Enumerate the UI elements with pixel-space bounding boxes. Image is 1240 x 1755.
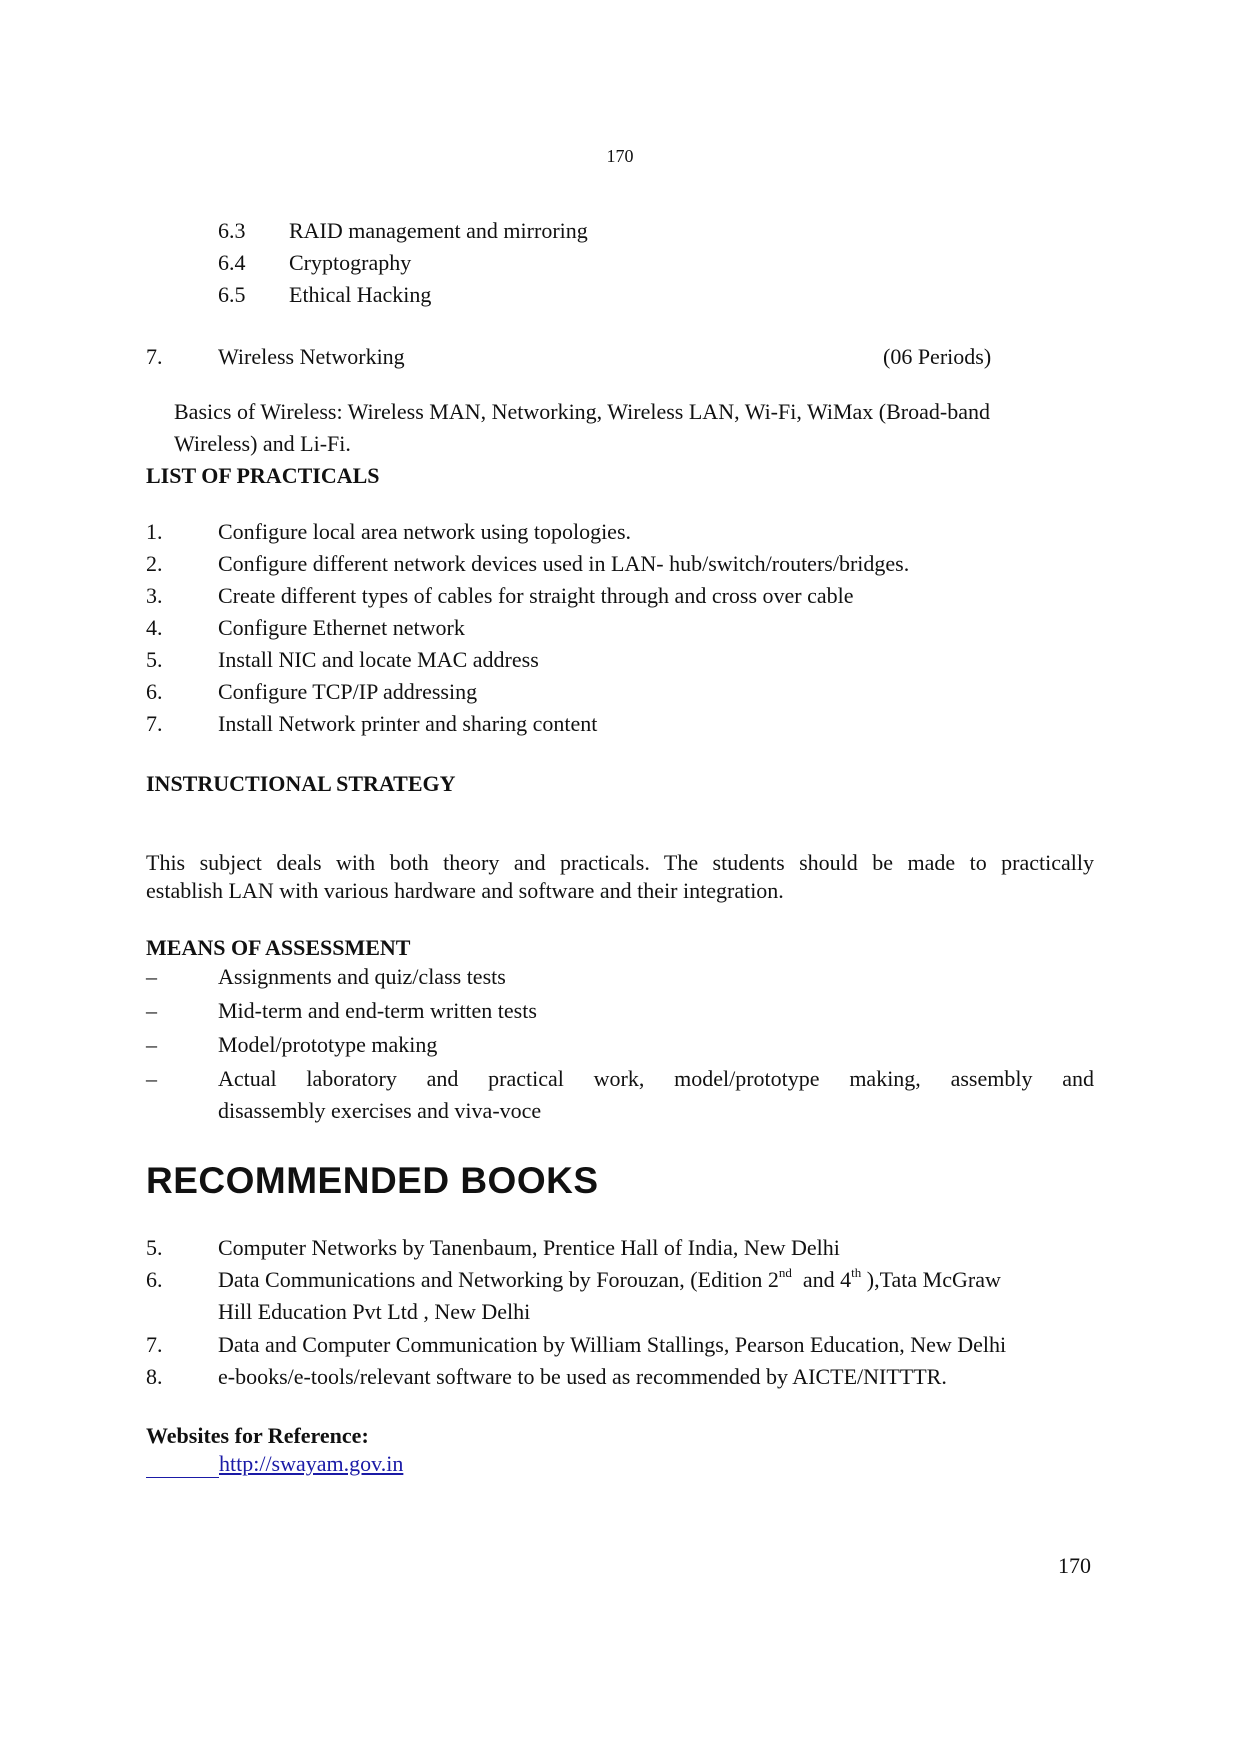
dash-bullet: – (146, 998, 157, 1023)
list-item: Configure Ethernet network (218, 615, 465, 640)
list-item: Data and Computer Communication by William Stallings, Pearson Education, New Delhi (218, 1332, 1007, 1357)
list-item-number: 3. (146, 583, 163, 608)
unit-periods: (06 Periods) (883, 344, 992, 369)
strategy-paragraph-line: establish LAN with various hardware and software and their integration. (146, 878, 784, 903)
list-item: Mid-term and end-term written tests (218, 998, 537, 1023)
superscript: th (851, 1264, 862, 1280)
website-line (146, 1450, 403, 1478)
unit-number: 7. (146, 344, 163, 369)
list-item-number: 7. (146, 1332, 163, 1357)
list-item: Assignments and quiz/class tests (218, 964, 506, 989)
list-item-number: 2. (146, 551, 163, 576)
list-item-number: 8. (146, 1364, 163, 1389)
unit-title: Wireless Networking (218, 344, 405, 369)
list-item-number: 6. (146, 679, 163, 704)
subsection-number: 6.4 (218, 250, 246, 275)
list-item: Install NIC and locate MAC address (218, 647, 539, 672)
list-item: Install Network printer and sharing content (218, 711, 598, 736)
list-item: Configure different network devices used in LAN- hub/switch/routers/bridges. (218, 551, 910, 576)
subsection-number: 6.3 (218, 218, 246, 243)
subsection-text: RAID management and mirroring (289, 218, 588, 243)
strategy-paragraph-line: This subject deals with both theory and practicals. The students should be made to practically (146, 850, 1094, 875)
subsection-text: Cryptography (289, 250, 412, 275)
list-item-number: 5. (146, 647, 163, 672)
book-text-part: and 4 (791, 1267, 852, 1292)
list-item-number: 7. (146, 711, 163, 736)
subsection-number: 6.5 (218, 282, 246, 307)
books-heading: RECOMMENDED BOOKS (146, 1160, 599, 1201)
dash-bullet: – (146, 964, 157, 989)
list-item-number: 5. (146, 1235, 163, 1260)
list-item: Computer Networks by Tanenbaum, Prentice Hall of India, New Delhi (218, 1235, 840, 1260)
list-item-continuation: Hill Education Pvt Ltd , New Delhi (218, 1299, 531, 1324)
link-underline-lead (146, 1455, 219, 1478)
page-number-top: 170 (606, 146, 634, 166)
dash-bullet: – (146, 1032, 157, 1057)
dash-bullet: – (146, 1066, 157, 1091)
assessment-heading: MEANS OF ASSESSMENT (146, 935, 411, 960)
list-item (218, 1266, 1094, 1294)
strategy-heading: INSTRUCTIONAL STRATEGY (146, 771, 456, 796)
list-item: Actual laboratory and practical work, model/prototype making, assembly and (218, 1066, 1094, 1091)
list-item-number: 4. (146, 615, 163, 640)
book-text-part: ),Tata McGraw (861, 1267, 1001, 1292)
unit-body-line: Basics of Wireless: Wireless MAN, Networking, Wireless LAN, Wi-Fi, WiMax (Broad-band (174, 399, 990, 424)
book-text-part: Data Communications and Networking by Forouzan, (Edition 2 (218, 1267, 779, 1292)
website-link[interactable]: http://swayam.gov.in (219, 1451, 404, 1476)
practicals-heading: LIST OF PRACTICALS (146, 463, 380, 488)
list-item: e-books/e-tools/relevant software to be used as recommended by AICTE/NITTTR. (218, 1364, 947, 1389)
list-item-continuation: disassembly exercises and viva-voce (218, 1098, 542, 1123)
list-item: Configure local area network using topologies. (218, 519, 632, 544)
list-item: Configure TCP/IP addressing (218, 679, 478, 704)
websites-heading: Websites for Reference: (146, 1423, 369, 1448)
superscript: nd (778, 1264, 792, 1280)
list-item: Model/prototype making (218, 1032, 438, 1057)
list-item: Create different types of cables for straight through and cross over cable (218, 583, 854, 608)
page-number-bottom: 170 (1058, 1553, 1091, 1578)
list-item-number: 1. (146, 519, 163, 544)
list-item-number: 6. (146, 1267, 163, 1292)
unit-body-line: Wireless) and Li-Fi. (174, 431, 351, 456)
book-text-segment (218, 1266, 1001, 1294)
subsection-text: Ethical Hacking (289, 282, 432, 307)
